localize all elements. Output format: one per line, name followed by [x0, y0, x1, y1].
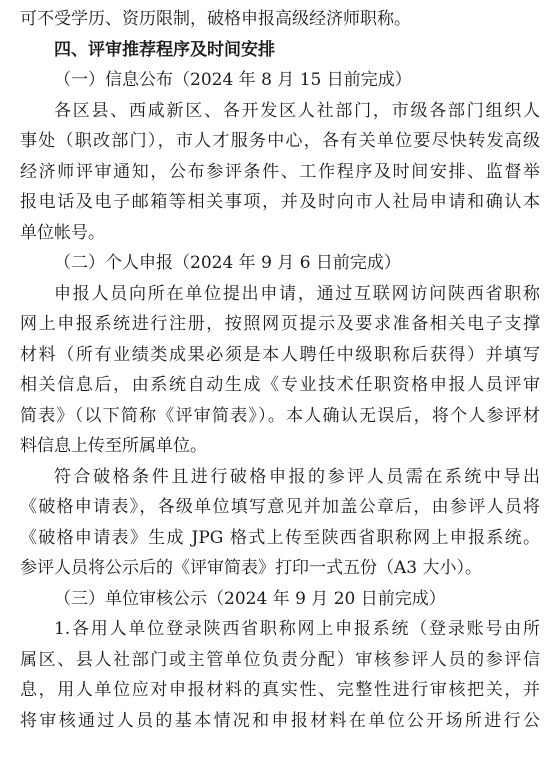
text-line: 料信息上传至所属单位。: [20, 436, 207, 456]
text-line: 单位帐号。: [20, 222, 105, 243]
paragraph-first-line: 符合破格条件且进行破格申报的参评人员需在系统中导出: [54, 466, 540, 487]
text-line: 材料（所有业绩类成果必须是本人聘任中级职称后获得）并填写: [20, 344, 540, 365]
text-line: 《破格申请表》生成 JPG 格式上传至陕西省职称网上申报系统。: [20, 527, 540, 548]
text-line: 《破格申请表》，各级单位填写意见并加盖公章后，由参评人员将: [20, 497, 540, 517]
section-heading: 四、评审推荐程序及时间安排: [54, 39, 275, 60]
text-line: 属区、县人社部门或主管单位负责分配）审核参评人员的参评信: [20, 649, 540, 670]
text-line: 经济师评审通知，公布参评条件、工作程序及时间安排、监督举: [20, 161, 540, 182]
paragraph-first-line: 申报人员向所在单位提出申请，通过互联网访问陕西省职称: [54, 283, 540, 304]
subsection-heading: （二）个人申报（2024 年 9 月 6 日前完成）: [54, 253, 401, 273]
text-line: 参评人员将公示后的《评审简表》打印一式五份（A3 大小）。: [20, 558, 482, 578]
paragraph-first-line: 1.各用人单位登录陕西省职称网上申报系统（登录账号由所: [54, 619, 540, 639]
text-line: 报电话及电子邮箱等相关事项，并及时向市人社局申请和确认本: [20, 192, 540, 212]
text-line: 简表》（以下简称《评审简表》）。本人确认无误后，将个人参评材: [20, 405, 540, 426]
text-line: 将审核通过人员的基本情况和申报材料在单位公开场所进行公: [20, 710, 540, 731]
subsection-heading: （三）单位审核公示（2024 年 9 月 20 日前完成）: [54, 588, 446, 609]
subsection-heading: （一）信息公布（2024 年 8 月 15 日前完成）: [54, 70, 412, 90]
paragraph-first-line: 各区县、西咸新区、各开发区人社部门，市级各部门组织人: [54, 100, 540, 121]
text-line: 相关信息后，由系统自动生成《专业技术任职资格申报人员评审: [20, 375, 540, 395]
text-line: 可不受学历、资历限制，破格申报高级经济师职称。: [20, 9, 411, 29]
text-line: 事处（职改部门），市人才服务中心，各有关单位要尽快转发高级: [20, 131, 540, 151]
document-page: [20, 4, 540, 736]
text-line: 网上申报系统进行注册，按照网页提示及要求准备相关电子支撑: [20, 314, 540, 334]
text-line: 息，用人单位应对申报材料的真实性、完整性进行审核把关，并: [20, 680, 540, 700]
